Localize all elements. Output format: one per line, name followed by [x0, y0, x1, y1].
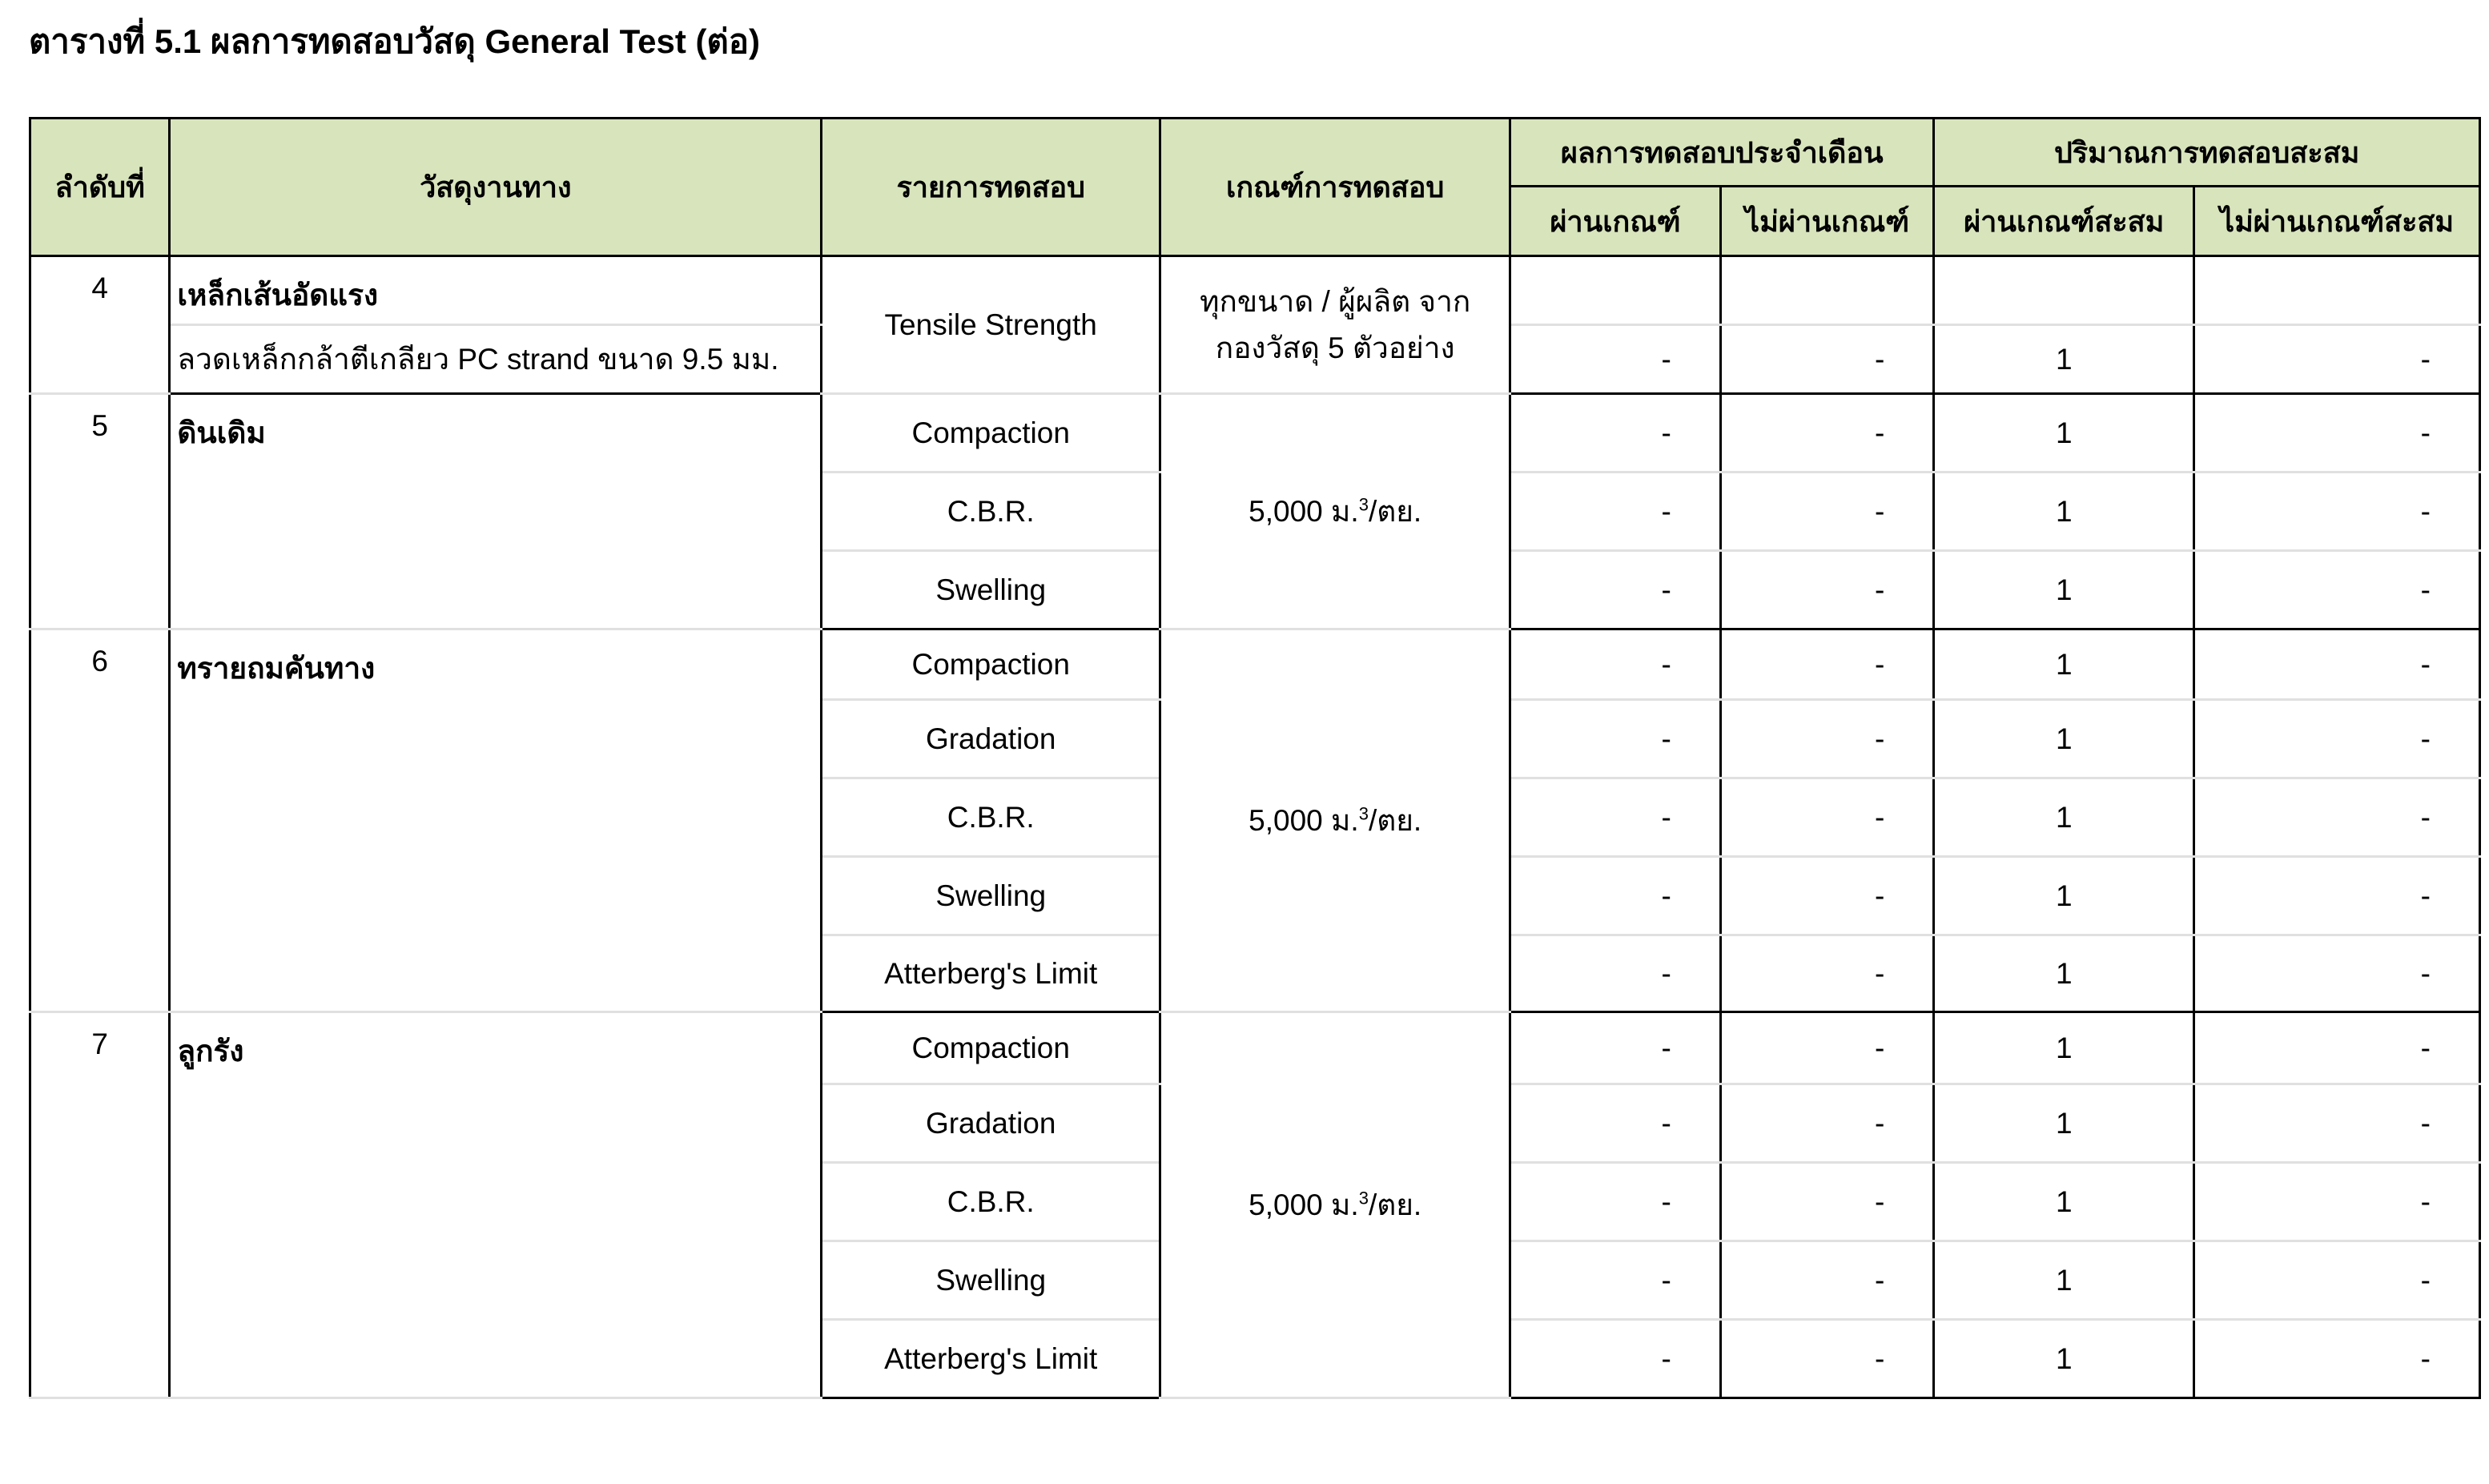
criteria-line: ทุกขนาด / ผู้ผลิต จาก: [1200, 284, 1471, 318]
monthly-pass-cell: -: [1510, 857, 1721, 935]
monthly-pass-cell: -: [1510, 1012, 1721, 1084]
seq-cell: 6: [30, 629, 170, 1012]
monthly-pass-cell: -: [1510, 629, 1721, 700]
test-item-cell: Swelling: [822, 857, 1160, 935]
cum-pass-cell: 1: [1934, 551, 2194, 629]
test-item-cell: Gradation: [822, 1084, 1160, 1163]
test-item-cell: C.B.R.: [822, 778, 1160, 857]
cum-pass-cell: 1: [1934, 1012, 2194, 1084]
cum-fail-cell: -: [2194, 857, 2480, 935]
monthly-fail-cell: -: [1720, 551, 1934, 629]
empty-cell: [1934, 256, 2194, 325]
cum-fail-cell: -: [2194, 935, 2480, 1012]
material-name: ดินเดิม: [170, 394, 822, 629]
header-cumulative: ปริมาณการทดสอบสะสม: [1934, 119, 2480, 187]
test-item-cell: Compaction: [822, 629, 1160, 700]
cum-pass-cell: 1: [1934, 700, 2194, 778]
table-body: [30, 256, 2480, 1398]
criteria-unit: /ตย.: [1368, 495, 1422, 528]
monthly-fail-cell: -: [1720, 473, 1934, 551]
monthly-fail-cell: -: [1720, 857, 1934, 935]
seq-cell: 5: [30, 394, 170, 629]
monthly-pass-cell: -: [1510, 1320, 1721, 1398]
criteria-sup: 3: [1358, 803, 1369, 824]
empty-cell: [2194, 256, 2480, 325]
test-item-cell: C.B.R.: [822, 473, 1160, 551]
cum-fail-cell: -: [2194, 1320, 2480, 1398]
monthly-pass-cell: -: [1510, 778, 1721, 857]
cum-pass-cell: 1: [1934, 1241, 2194, 1320]
cum-fail-cell: -: [2194, 700, 2480, 778]
monthly-fail-cell: -: [1720, 1012, 1934, 1084]
criteria-cell: [1160, 1012, 1510, 1398]
monthly-fail-cell: -: [1720, 1241, 1934, 1320]
criteria-value: 5,000 ม.: [1249, 804, 1359, 837]
test-item-cell: Compaction: [822, 394, 1160, 473]
monthly-fail-cell: -: [1720, 700, 1934, 778]
cum-fail-cell: -: [2194, 325, 2480, 394]
criteria-cell: [1160, 394, 1510, 629]
monthly-pass-cell: -: [1510, 394, 1721, 473]
cum-fail-cell: -: [2194, 1163, 2480, 1241]
test-item-cell: Compaction: [822, 1012, 1160, 1084]
criteria-value: 5,000 ม.: [1249, 1188, 1359, 1221]
header-cum-fail: ไม่ผ่านเกณฑ์สะสม: [2194, 187, 2480, 256]
page-title: ตารางที่ 5.1 ผลการทดสอบวัสดุ General Test (ต่อ): [29, 22, 760, 60]
monthly-fail-cell: -: [1720, 325, 1934, 394]
header-seq: ลำดับที่: [30, 119, 170, 256]
header-monthly-fail: ไม่ผ่านเกณฑ์: [1720, 187, 1934, 256]
cum-fail-cell: -: [2194, 1012, 2480, 1084]
cum-fail-cell: -: [2194, 551, 2480, 629]
monthly-pass-cell: -: [1510, 1241, 1721, 1320]
cum-fail-cell: -: [2194, 629, 2480, 700]
test-item-cell: Gradation: [822, 700, 1160, 778]
cum-fail-cell: -: [2194, 1084, 2480, 1163]
header-cum-pass: ผ่านเกณฑ์สะสม: [1934, 187, 2194, 256]
monthly-pass-cell: -: [1510, 935, 1721, 1012]
cum-fail-cell: -: [2194, 473, 2480, 551]
monthly-pass-cell: -: [1510, 473, 1721, 551]
monthly-fail-cell: -: [1720, 935, 1934, 1012]
test-item-cell: C.B.R.: [822, 1163, 1160, 1241]
criteria-cell: [1160, 256, 1510, 394]
header-criteria: เกณฑ์การทดสอบ: [1160, 119, 1510, 256]
empty-cell: [1720, 256, 1934, 325]
monthly-fail-cell: -: [1720, 778, 1934, 857]
cum-pass-cell: 1: [1934, 1320, 2194, 1398]
monthly-pass-cell: -: [1510, 325, 1721, 394]
table-row: [30, 1012, 2480, 1084]
cum-fail-cell: -: [2194, 1241, 2480, 1320]
cum-pass-cell: 1: [1934, 325, 2194, 394]
cum-pass-cell: 1: [1934, 394, 2194, 473]
header-monthly-pass: ผ่านเกณฑ์: [1510, 187, 1721, 256]
test-item-cell: Tensile Strength: [822, 256, 1160, 394]
monthly-pass-cell: -: [1510, 1084, 1721, 1163]
cum-pass-cell: 1: [1934, 1163, 2194, 1241]
cum-fail-cell: -: [2194, 394, 2480, 473]
table-row: [30, 629, 2480, 700]
seq-cell: 4: [30, 256, 170, 394]
table-header: [30, 119, 2480, 256]
monthly-fail-cell: -: [1720, 1163, 1934, 1241]
header-material: วัสดุงานทาง: [170, 119, 822, 256]
results-table: [29, 117, 2481, 1399]
monthly-fail-cell: -: [1720, 1320, 1934, 1398]
cum-pass-cell: 1: [1934, 935, 2194, 1012]
cum-pass-cell: 1: [1934, 473, 2194, 551]
criteria-value: 5,000 ม.: [1249, 495, 1359, 528]
cum-pass-cell: 1: [1934, 857, 2194, 935]
monthly-fail-cell: -: [1720, 629, 1934, 700]
test-item-cell: Atterberg's Limit: [822, 935, 1160, 1012]
material-detail: ลวดเหล็กกล้าตีเกลียว PC strand ขนาด 9.5 มม.: [170, 325, 822, 394]
table-row: [30, 394, 2480, 473]
criteria-cell: [1160, 629, 1510, 1012]
criteria-line: กองวัสดุ 5 ตัวอย่าง: [1215, 331, 1455, 364]
header-monthly-results: ผลการทดสอบประจำเดือน: [1510, 119, 1934, 187]
criteria-sup: 3: [1358, 494, 1369, 515]
monthly-pass-cell: -: [1510, 1163, 1721, 1241]
monthly-pass-cell: -: [1510, 700, 1721, 778]
table-row: [30, 256, 2480, 325]
seq-cell: 7: [30, 1012, 170, 1398]
test-item-cell: Swelling: [822, 1241, 1160, 1320]
monthly-fail-cell: -: [1720, 394, 1934, 473]
criteria-unit: /ตย.: [1368, 804, 1422, 837]
cum-pass-cell: 1: [1934, 1084, 2194, 1163]
cum-fail-cell: -: [2194, 778, 2480, 857]
material-name: ทรายถมคันทาง: [170, 629, 822, 1012]
monthly-pass-cell: -: [1510, 551, 1721, 629]
header-test-item: รายการทดสอบ: [822, 119, 1160, 256]
criteria-unit: /ตย.: [1368, 1188, 1422, 1221]
criteria-sup: 3: [1358, 1188, 1369, 1209]
material-name: ลูกรัง: [170, 1012, 822, 1398]
empty-cell: [1510, 256, 1721, 325]
cum-pass-cell: 1: [1934, 778, 2194, 857]
cum-pass-cell: 1: [1934, 629, 2194, 700]
test-item-cell: Atterberg's Limit: [822, 1320, 1160, 1398]
material-name: เหล็กเส้นอัดแรง: [170, 256, 822, 325]
monthly-fail-cell: -: [1720, 1084, 1934, 1163]
test-item-cell: Swelling: [822, 551, 1160, 629]
